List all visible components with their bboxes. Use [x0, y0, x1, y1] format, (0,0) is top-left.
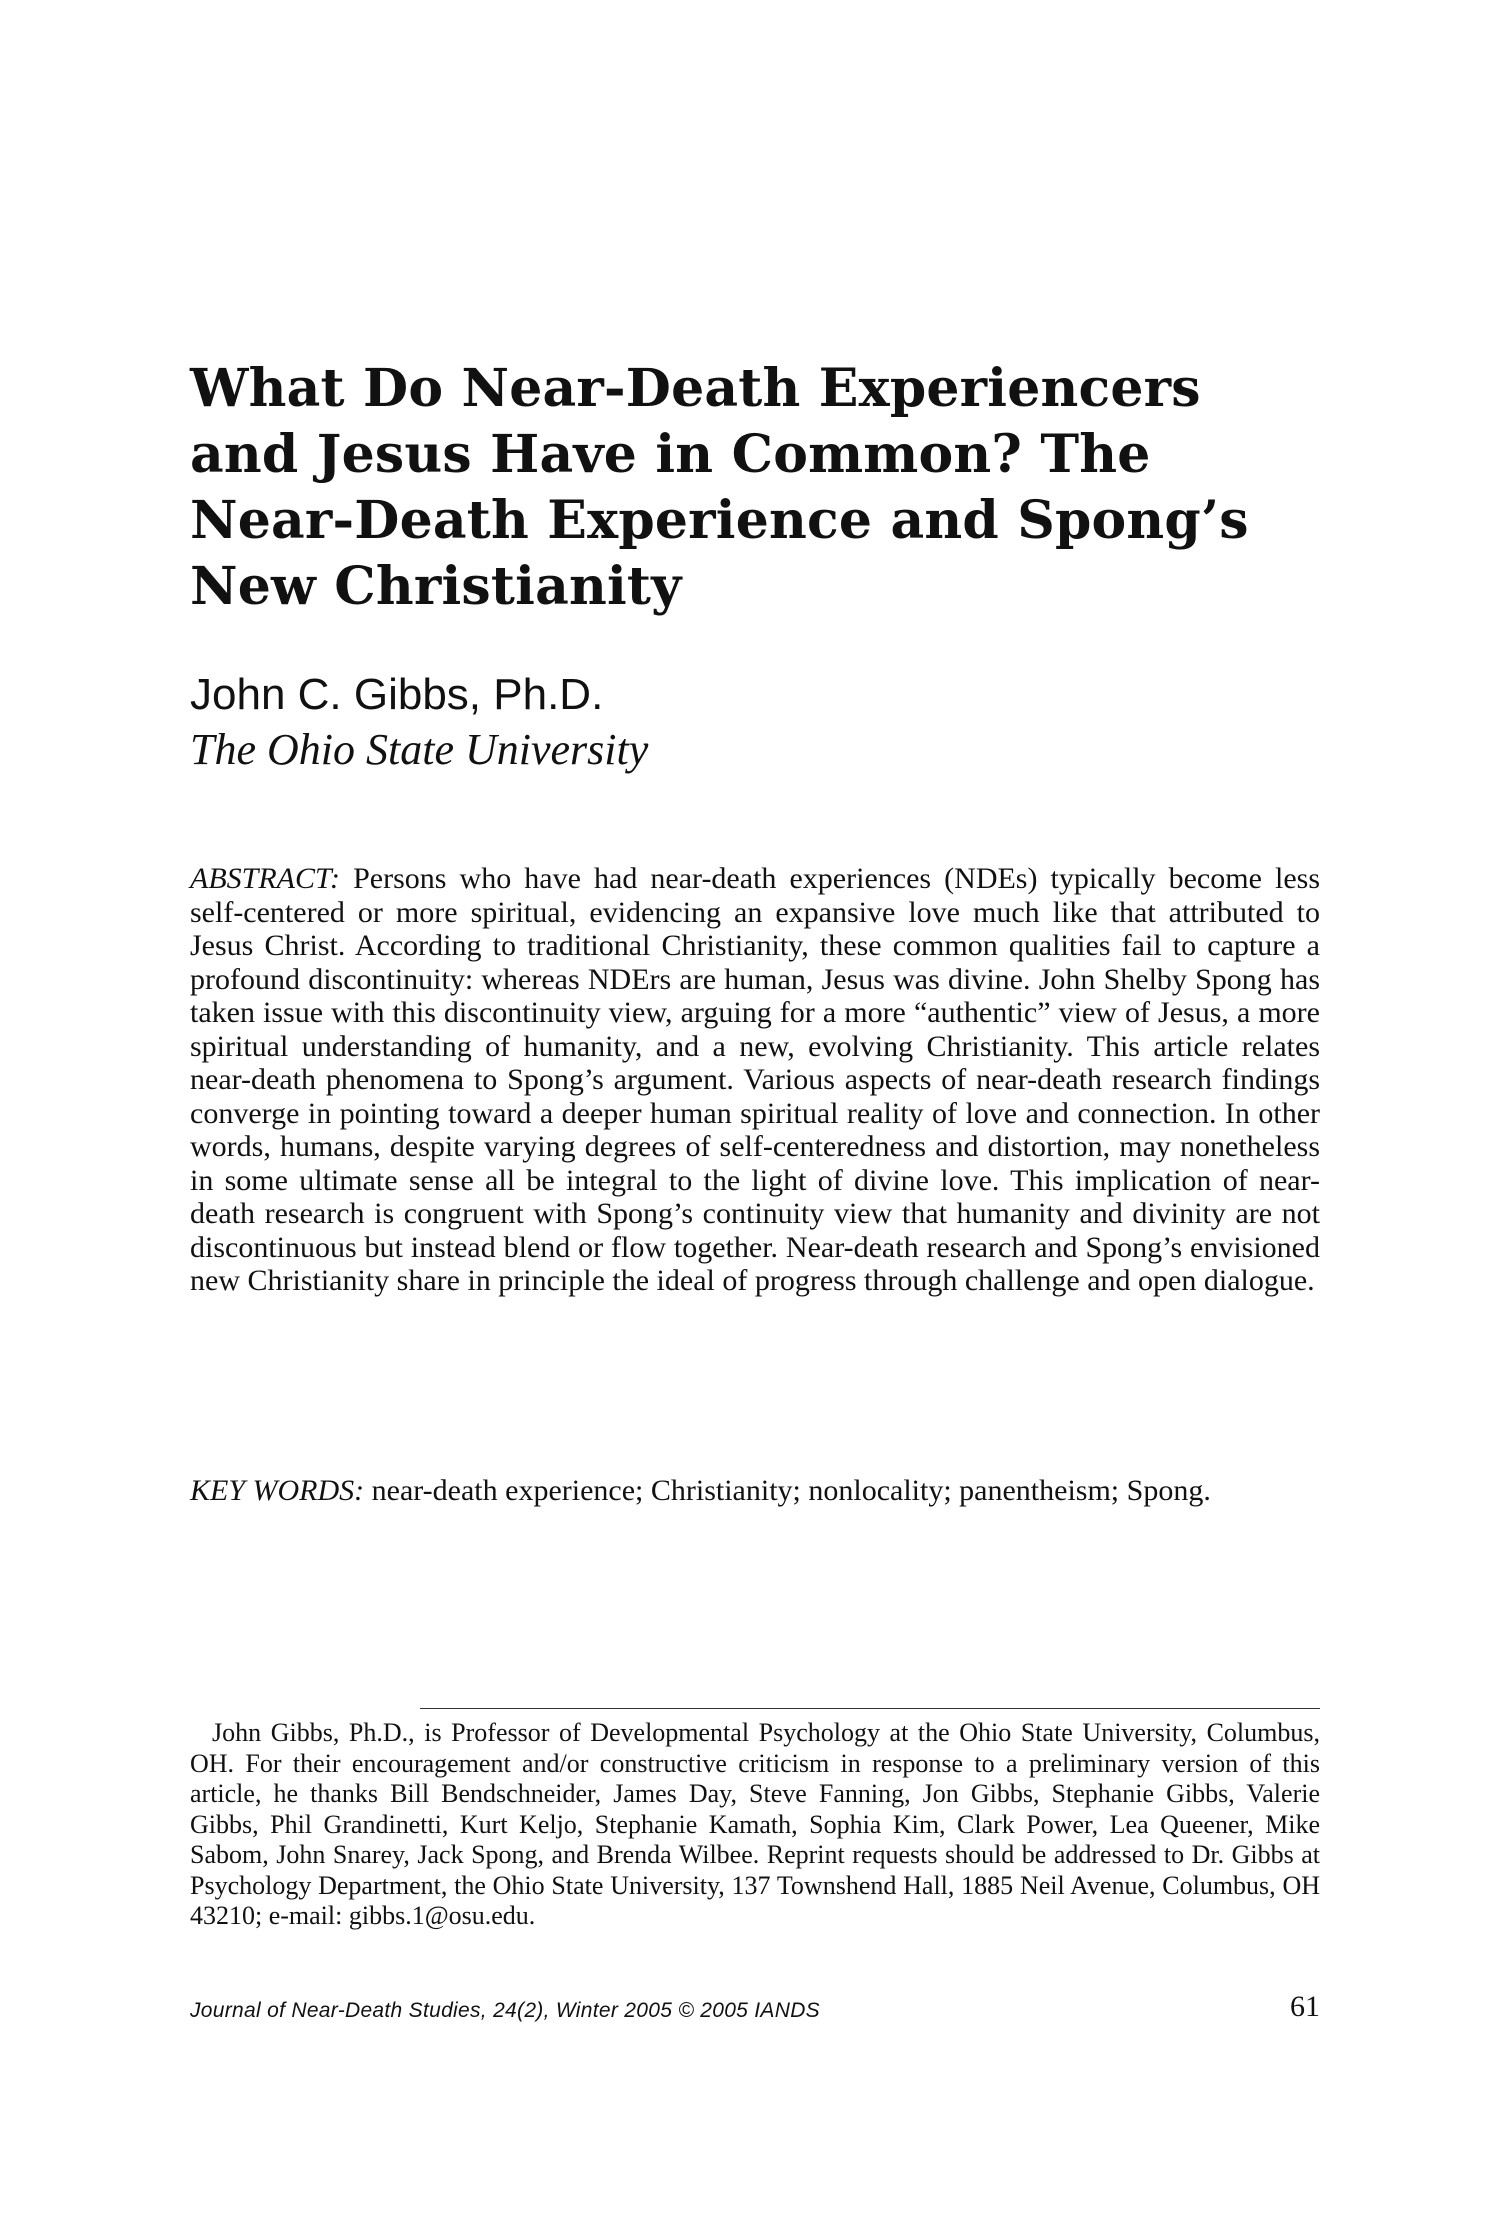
author-footnote: John Gibbs, Ph.D., is Professor of Developmental Psychology at the Ohio State University, Columbus, OH. For their encouragement and/or constructive criticism in response to a preliminary version of this article, he thanks Bill Bendschneider, James Day, Steve Fanning, Jon Gibbs, Stephanie Gibbs, Valerie Gibbs, Phil Grandinetti, Kurt Keljo, Stephanie Kamath, Sophia Kim, Clark Power, Lea Queener, Mike Sabom, John Snarey, Jack Spong, and Brenda Wilbee. Reprint requests should be addressed to Dr. Gibbs at Psychology Department, the Ohio State University, 137 Townshend Hall, 1885 Neil Avenue, Columbus, OH 43210; e-mail: gibbs.1@osu.edu.	[190, 1718, 1320, 1930]
title-line: Near-Death Experience and Spong’s	[190, 490, 1249, 551]
page-number: 61	[1290, 1990, 1320, 2023]
keywords	[190, 1474, 1320, 1508]
title-line: What Do Near-Death Experiencers	[190, 358, 1201, 419]
author-name: John C. Gibbs, Ph.D.	[190, 670, 604, 719]
footnote-divider	[420, 1708, 1320, 1709]
abstract	[190, 862, 1320, 1298]
abstract-label: ABSTRACT:	[190, 862, 341, 895]
author-affiliation: The Ohio State University	[190, 725, 649, 774]
abstract-text: Persons who have had near-death experiences (NDEs) typically become less self-centered or more spiritual, evidencing an expansive love much like that attributed to Jesus Christ. According to traditional Christianity, these common qualities fail to capture a profound discontinuity: whereas NDErs are human, Jesus was divine. John Shelby Spong has taken issue with this discontinuity view, arguing for a more “authentic” view of Jesus, a more spiritual understanding of humanity, and a new, evolving Christianity. This article relates near-death phenomena to Spong’s argument. Various aspects of near-death research findings converge in pointing toward a deeper human spiritual reality of love and connection. In other words, humans, despite varying degrees of self-centeredness and distortion, may nonetheless in some ultimate sense all be integral to the light of divine love. This implication of near-death research is congruent with Spong’s continuity view that humanity and divinity are not discontinuous but instead blend or flow together. Near-death research and Spong’s envisioned new Christianity share in principle the ideal of progress through challenge and open dialogue.	[190, 862, 1320, 1297]
journal-citation: Journal of Near-Death Studies, 24(2), Winter 2005 © 2005 IANDS	[190, 1999, 820, 2022]
keywords-text: near-death experience; Christianity; nonlocality; panentheism; Spong.	[371, 1474, 1211, 1507]
title-line: and Jesus Have in Common? The	[190, 424, 1151, 485]
title-line: New Christianity	[190, 556, 682, 617]
article-title	[190, 356, 1330, 620]
keywords-label: KEY WORDS:	[190, 1474, 365, 1507]
